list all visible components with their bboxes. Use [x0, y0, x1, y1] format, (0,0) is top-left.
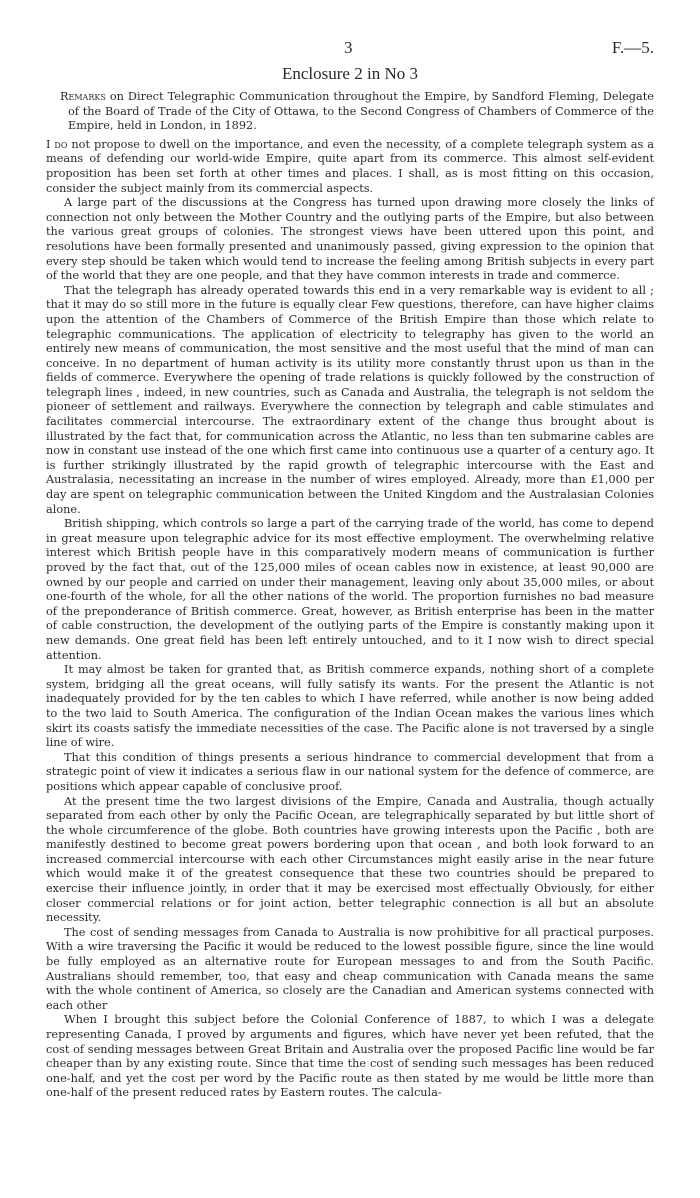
enclosure-title: Enclosure 2 in No 3 [282, 64, 418, 83]
body-paragraph-4: British shipping, which controls so large a part of the carrying trade of the world, has come to depend in great measure upon telegraphic advice for its most effective employment. The overwhelming relative interest which British people have in this comparatively modern means of communication is further proved by the fact that, out of the 125,000 miles of ocean cables now in existence, at least 90,000 are owned by our people and carried on under their management, leaving only about 35,000 miles, or about one-fourth of the whole, for all the other nations of the world. The proportion furnishes no bad measure of the preponderance of British commerce. Great, however, as British enterprise has been in the matter of cable construction, the development of the outlying parts of the Empire is constantly making upon it new demands. One great field has been left entirely untouched, and to it I now wish to direct special attention. [46, 517, 654, 662]
body-paragraph-2: A large part of the discussions at the Congress has turned upon drawing more closely the links of connection not only between the Mother Country and the outlying parts of the Empire, but also between the various great groups of colonies. The strongest views have been uttered upon this point, and resolutions have been formally presented and unanimously passed, giving expression to the opinion that every step should be taken which would tend to increase the feeling among British subjects in every part of the world that they are one people, and that they have common interests in trade and commerce. [46, 196, 654, 283]
document-reference: F.—5. [611, 38, 654, 57]
intro-lead-word: Remarks [60, 90, 106, 103]
body-paragraph-5: It may almost be taken for granted that, as British commerce expands, nothing short of a complete system, bridging all the great oceans, will fully satisfy its wants. For the present the Atlantic is not inadequately provided for by the ten cables to which I have referred, while another is now being added to the two laid to South America. The configuration of the Indian Ocean makes the various lines which skirt its coasts satisfy the immediate necessities of the case. The Pacific alone is not traversed by a single line of wire. [46, 663, 654, 750]
body-paragraph-1 [46, 138, 654, 196]
running-header [46, 38, 654, 60]
paragraph-text: not propose to dwell on the importance, and even the necessity, of a complete telegraph system as a means of defending our world-wide Empire, quite apart from its commerce. This almost self-evident proposition has been set forth at other times and places. I shall, as is most fitting on this occasion, consider the subject mainly from its commercial aspects. [46, 137, 654, 195]
paragraph-lead-word: I do [46, 137, 68, 151]
body-paragraph-8: The cost of sending messages from Canada to Australia is now prohibitive for all practical purposes. With a wire traversing the Pacific it would be reduced to the lowest possible figure, since the line would be fully employed as an alternative route for European messages to and from the South Pacific. Australians should remember, too, that easy and cheap communication with Canada means the same with the whole continent of America, so closely are the Canadian and American systems connected with each other [46, 925, 654, 1012]
intro-text: on Direct Telegraphic Communication throughout the Empire, by Sandford Fleming, Delegate of the Board of Trade of the City of Ottawa, to the Second Congress of Chambers of Commerce of the Empire, held in London, in 1892. [68, 90, 654, 133]
body-paragraph-3: That the telegraph has already operated towards this end in a very remarkable way is evident to all ; that it may do so still more in the future is equally clear Few questions, therefore, can have higher claims upon the attention of the Chambers of Commerce of the British Empire than those which relate to telegraphic communications. The application of electricity to telegraphy has given to the world an entirely new means of communication, the most sensitive and the most useful that the mind of man can conceive. In no department of human activity is its utility more constantly thrust upon us than in the fields of commerce. Everywhere the opening of trade relations is quickly followed by the construction of telegraph lines , indeed, in new countries, such as Canada and Australia, the telegraph is not seldom the pioneer of settlement and railways. Everywhere the connection by telegraph and cable stimulates and facilitates commercial intercourse. The extraordinary extent of the change thus brought about is illustrated by the fact that, for communication across the Atlantic, no less than ten submarine cables are now in constant use instead of the one which first came into continuous use a quarter of a century ago. It is further strikingly illustrated by the rapid growth of telegraphic intercourse with the East and Australasia, necessitating an increase in the number of wires employed. Already, more than £1,000 per day are spent on telegraphic communication between the United Kingdom and the Australasian Colonies alone. [46, 283, 654, 516]
page-number: 3 [344, 38, 353, 57]
body-paragraph-6: That this condition of things presents a serious hindrance to commercial development that from a strategic point of view it indicates a serious flaw in our national system for the defence of commerce, are positions which appear capable of conclusive proof. [46, 750, 654, 793]
body-paragraph-7: At the present time the two largest divisions of the Empire, Canada and Australia, though actually separated from each other by only the Pacific Ocean, are telegraphically separated by but little short of the whole circumference of the globe. Both countries have growing interests upon the Pacific , both are manifestly destined to become great powers bordering upon that ocean , and both look forward to an increased commercial intercourse with each other Circumstances might easily arise in the near future which would make it of the greatest consequence that these two countries should be prepared to exercise their influence jointly, in order that it may be exercised most effectually Obviously, for either closer commercial relations or for joint action, better telegraphic connection is all but an absolute necessity. [46, 794, 654, 925]
body-paragraph-9: When I brought this subject before the Colonial Conference of 1887, to which I was a delegate representing Canada, I proved by arguments and figures, which have never yet been refuted, that the cost of sending messages between Great Britain and Australia over the proposed Pacific line would be far cheaper than by any existing route. Since that time the cost of sending such messages has been reduced one-half, and yet the cost per word by the Pacific route as then stated by me would be little more than one-half of the present reduced rates by Eastern routes. The calcula- [46, 1013, 654, 1100]
intro-remarks [46, 90, 654, 134]
